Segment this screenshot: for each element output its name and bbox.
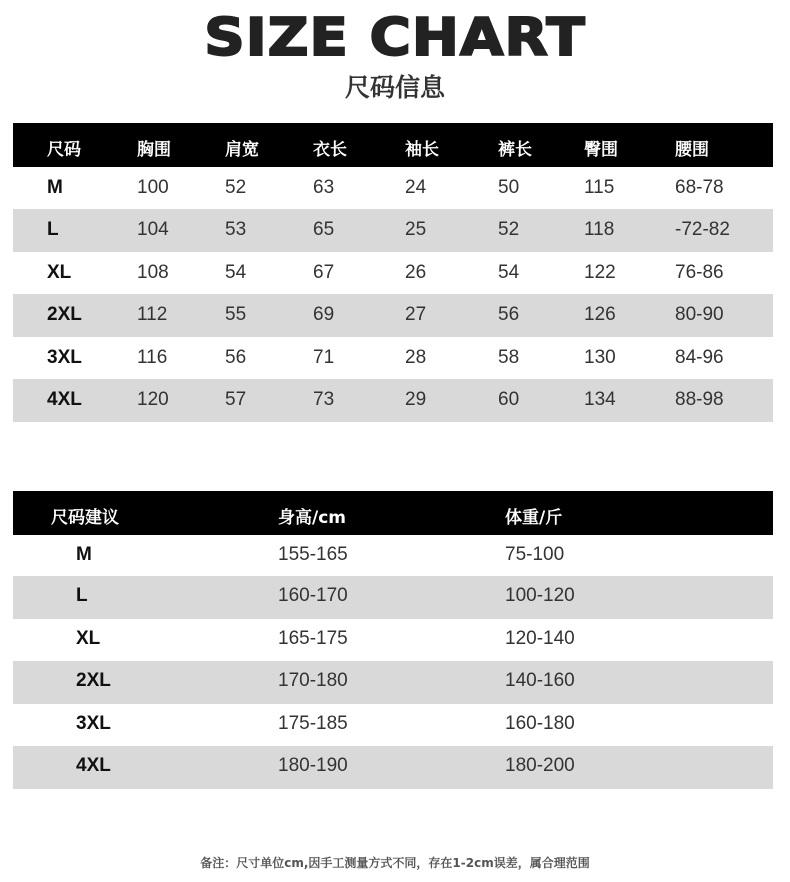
- size-cell: 100: [137, 177, 169, 198]
- recommend-cell: 165-175: [278, 628, 348, 649]
- size-header-cell: 裤长: [498, 140, 532, 160]
- size-size-label: 3XL: [47, 347, 82, 368]
- size-cell: 29: [405, 389, 427, 410]
- size-header-cell: 肩宽: [225, 140, 259, 160]
- size-cell: 63: [313, 177, 335, 198]
- recommend-cell: 140-160: [505, 670, 575, 691]
- recommend-cell: 120-140: [505, 628, 575, 649]
- size-table: [13, 123, 773, 422]
- size-cell: 52: [498, 219, 520, 240]
- size-cell: 25: [405, 219, 427, 240]
- recommend-cell: 100-120: [505, 585, 575, 606]
- recommend-cell: 160-170: [278, 585, 348, 606]
- recommend-row: [13, 535, 773, 576]
- size-cell: 120: [137, 389, 169, 410]
- size-cell: 115: [584, 177, 615, 198]
- size-cell: 68-78: [675, 177, 724, 198]
- recommend-size-label: XL: [76, 628, 101, 649]
- size-chart-subtitle: 尺码信息: [344, 73, 445, 102]
- recommend-cell: 180-200: [505, 755, 575, 776]
- recommend-header-cell: 体重/斤: [505, 508, 563, 528]
- size-cell: -72-82: [675, 219, 730, 240]
- size-size-label: XL: [47, 262, 72, 283]
- size-row: [13, 252, 773, 294]
- recommend-header-row: [13, 491, 773, 535]
- size-cell: 104: [137, 219, 169, 240]
- size-cell: 55: [225, 304, 247, 325]
- size-row: [13, 337, 773, 379]
- size-cell: 24: [405, 177, 427, 198]
- size-cell: 108: [137, 262, 169, 283]
- size-cell: 84-96: [675, 347, 724, 368]
- size-recommendation-table: [13, 491, 773, 789]
- size-chart-title: SIZE CHART: [204, 8, 586, 68]
- size-size-label: M: [47, 177, 63, 198]
- recommend-header-cell: 尺码建议: [51, 508, 119, 528]
- size-cell: 53: [225, 219, 247, 240]
- size-header-cell: 尺码: [47, 140, 81, 160]
- recommend-size-label: 3XL: [76, 713, 111, 734]
- size-header-row: [13, 123, 773, 167]
- size-cell: 50: [498, 177, 520, 198]
- size-cell: 69: [313, 304, 335, 325]
- recommend-size-label: L: [76, 585, 88, 606]
- size-cell: 54: [498, 262, 520, 283]
- size-cell: 130: [584, 347, 616, 368]
- size-cell: 67: [313, 262, 335, 283]
- size-header-cell: 衣长: [313, 140, 347, 160]
- size-cell: 54: [225, 262, 247, 283]
- size-cell: 56: [225, 347, 247, 368]
- size-cell: 116: [137, 347, 168, 368]
- recommend-cell: 170-180: [278, 670, 348, 691]
- size-header-cell: 袖长: [405, 140, 439, 160]
- size-cell: 27: [405, 304, 427, 325]
- size-cell: 56: [498, 304, 520, 325]
- recommend-header-cell: 身高/cm: [278, 508, 346, 528]
- size-size-label: L: [47, 219, 59, 240]
- size-cell: 65: [313, 219, 335, 240]
- size-cell: 88-98: [675, 389, 724, 410]
- recommend-row: [13, 661, 773, 704]
- size-cell: 57: [225, 389, 247, 410]
- size-size-label: 2XL: [47, 304, 82, 325]
- size-cell: 126: [584, 304, 616, 325]
- size-cell: 58: [498, 347, 520, 368]
- recommend-size-label: 4XL: [76, 755, 111, 776]
- size-cell: 118: [584, 219, 615, 240]
- size-row: [13, 379, 773, 422]
- recommend-cell: 175-185: [278, 713, 348, 734]
- size-cell: 71: [313, 347, 335, 368]
- size-cell: 76-86: [675, 262, 724, 283]
- recommend-row: [13, 704, 773, 746]
- size-cell: 122: [584, 262, 616, 283]
- size-cell: 80-90: [675, 304, 724, 325]
- recommend-cell: 75-100: [505, 544, 565, 565]
- size-cell: 28: [405, 347, 427, 368]
- recommend-cell: 160-180: [505, 713, 575, 734]
- size-cell: 112: [137, 304, 168, 325]
- recommend-row: [13, 746, 773, 789]
- size-row: [13, 209, 773, 252]
- size-size-label: 4XL: [47, 389, 82, 410]
- recommend-row: [13, 576, 773, 619]
- size-header-cell: 胸围: [137, 140, 171, 160]
- size-header-cell: 臀围: [584, 140, 618, 160]
- size-row: [13, 167, 773, 209]
- recommend-cell: 180-190: [278, 755, 348, 776]
- size-cell: 134: [584, 389, 616, 410]
- size-cell: 26: [405, 262, 427, 283]
- recommend-cell: 155-165: [278, 544, 348, 565]
- size-header-cell: 腰围: [675, 140, 709, 160]
- size-cell: 52: [225, 177, 247, 198]
- recommend-row: [13, 619, 773, 661]
- size-cell: 73: [313, 389, 335, 410]
- size-row: [13, 294, 773, 337]
- size-cell: 60: [498, 389, 520, 410]
- recommend-size-label: 2XL: [76, 670, 111, 691]
- measurement-note: 备注：尺寸单位cm,因手工测量方式不同，存在1-2cm误差，属合理范围: [200, 856, 590, 870]
- recommend-size-label: M: [76, 544, 92, 565]
